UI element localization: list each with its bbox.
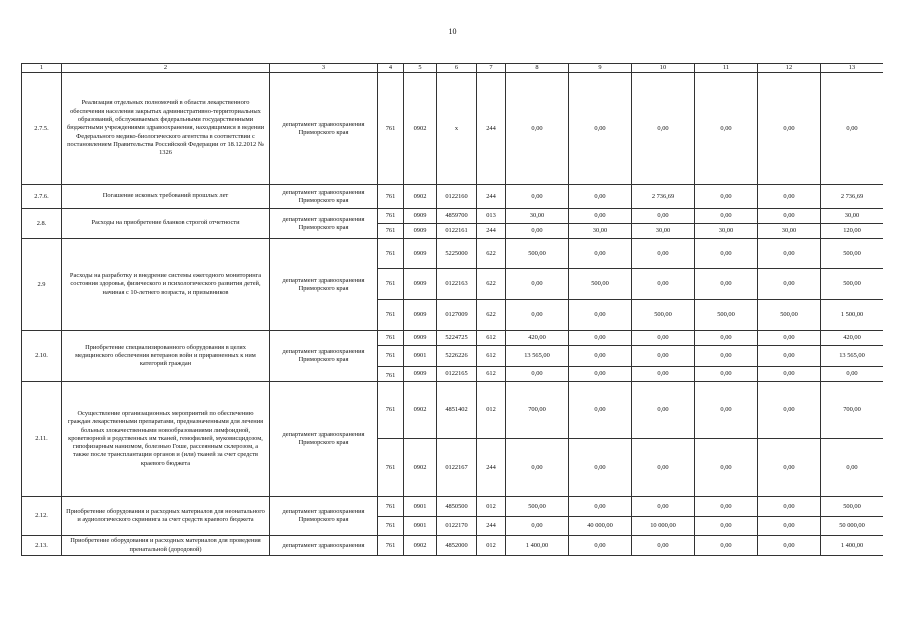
column-number: 5 [404, 64, 437, 73]
table-cell: 0,00 [632, 239, 695, 269]
table-cell: 13 565,00 [506, 346, 569, 367]
table-cell: 1 400,00 [821, 536, 884, 556]
table-cell: 0902 [404, 439, 437, 497]
table-cell: 0,00 [758, 73, 821, 185]
table-cell: 0,00 [758, 367, 821, 382]
table-cell: департамент здравоохранения Приморского края [270, 209, 378, 239]
table-cell: Погашение исковых требований прошлых лет [62, 185, 270, 209]
table-cell: 761 [378, 269, 404, 300]
table-cell: 0,00 [506, 439, 569, 497]
table-cell: 0901 [404, 346, 437, 367]
table-cell: 244 [477, 73, 506, 185]
table-cell: департамент здравоохранения Приморского края [270, 185, 378, 209]
table-cell: 0,00 [695, 367, 758, 382]
table-row [22, 239, 884, 269]
table-cell: 0909 [404, 224, 437, 239]
table-cell: 2 736,69 [632, 185, 695, 209]
column-number-row [22, 64, 884, 73]
table-cell: 0,00 [569, 367, 632, 382]
table-cell: 0,00 [569, 185, 632, 209]
column-number: 1 [22, 64, 62, 73]
table-row [22, 536, 884, 556]
table-row [22, 497, 884, 517]
table-cell: 761 [378, 536, 404, 556]
table-cell: 13 565,00 [821, 346, 884, 367]
table-cell: 1 400,00 [506, 536, 569, 556]
table-cell: 761 [378, 439, 404, 497]
table-row [22, 382, 884, 439]
table-cell: 0,00 [569, 382, 632, 439]
table-cell: 30,00 [569, 224, 632, 239]
table-row [22, 185, 884, 209]
table-cell: 2.12. [22, 497, 62, 536]
table-cell: 0,00 [758, 536, 821, 556]
table-cell: 420,00 [821, 331, 884, 346]
page-number: 10 [448, 27, 457, 36]
column-number: 2 [62, 64, 270, 73]
table-cell: департамент здравоохранения Приморского края [270, 497, 378, 536]
table-cell: 0,00 [695, 331, 758, 346]
table-cell: 761 [378, 224, 404, 239]
table-cell: 30,00 [695, 224, 758, 239]
table-cell: 0122161 [437, 224, 477, 239]
table-cell: 0901 [404, 517, 437, 536]
table-cell: 0,00 [506, 185, 569, 209]
table-cell: 0902 [404, 185, 437, 209]
table-cell: 0,00 [506, 300, 569, 331]
table-cell: 500,00 [506, 497, 569, 517]
table-cell: 10 000,00 [632, 517, 695, 536]
table-cell: 40 000,00 [569, 517, 632, 536]
table-cell: департамент здравоохранения Приморского края [270, 331, 378, 382]
table-cell: 500,00 [758, 300, 821, 331]
table-cell: 0,00 [569, 497, 632, 517]
table-cell: 0,00 [632, 497, 695, 517]
table-cell: 30,00 [821, 209, 884, 224]
table-cell: 700,00 [506, 382, 569, 439]
table-cell: 0,00 [506, 517, 569, 536]
table-cell: 30,00 [758, 224, 821, 239]
table-cell: 0909 [404, 367, 437, 382]
table-cell: 622 [477, 300, 506, 331]
table-cell: 761 [378, 517, 404, 536]
table-cell: 0,00 [569, 239, 632, 269]
table-cell: 420,00 [506, 331, 569, 346]
table-cell: 0909 [404, 269, 437, 300]
table-cell: 0,00 [695, 239, 758, 269]
table-cell: департамент здравоохранения Приморского края [270, 239, 378, 331]
table-cell: Приобретение оборудования и расходных материалов для неонатального и аудиологического скрининга за счет средств краевого бюджета [62, 497, 270, 536]
table-cell: 0,00 [821, 73, 884, 185]
table-cell: Расходы на разработку и внедрение системы ежегодного мониторинга состояния здоровья, физического и психологического развития детей, начиная с 10-летнего возраста, и призывников [62, 239, 270, 331]
table-cell: 0,00 [632, 331, 695, 346]
table-cell: 4852000 [437, 536, 477, 556]
table-cell: 2.11. [22, 382, 62, 497]
table-cell: 0,00 [695, 517, 758, 536]
table-cell: 0,00 [569, 331, 632, 346]
table-cell: 0,00 [632, 367, 695, 382]
table-cell: 500,00 [632, 300, 695, 331]
table-cell: 2.13. [22, 536, 62, 556]
table-cell: 012 [477, 497, 506, 517]
table-cell: 0,00 [695, 497, 758, 517]
table-cell: 0,00 [569, 209, 632, 224]
table-cell: департамент здравоохранения Приморского края [270, 73, 378, 185]
table-cell: 0,00 [506, 73, 569, 185]
table-cell: 500,00 [695, 300, 758, 331]
table-cell: 5226226 [437, 346, 477, 367]
table-cell: 761 [378, 300, 404, 331]
column-number: 13 [821, 64, 884, 73]
table-cell: 0,00 [695, 185, 758, 209]
table-cell: 500,00 [821, 239, 884, 269]
table-cell: 2.7.6. [22, 185, 62, 209]
table-cell: 0909 [404, 239, 437, 269]
table-cell: 0,00 [758, 439, 821, 497]
table-cell: Осуществление организационных мероприятий по обеспечению граждан лекарственными препаратами, предназначенными для лечения больных злокачественными новообразованиями лимфоидной, кроветворной и родственных им тканей, гемофилией, муковисцидозом, гипофизарным нанизмом, болезнью Гоше, рассеянным склерозом, а также после трансплантации органов и (или) тканей за счет средств краевого бюджета [62, 382, 270, 497]
table-cell: 761 [378, 73, 404, 185]
table-cell: 0,00 [569, 346, 632, 367]
table-cell: 5225000 [437, 239, 477, 269]
table-cell: 0,00 [758, 331, 821, 346]
table-cell: 700,00 [821, 382, 884, 439]
table-row [22, 331, 884, 346]
table-cell: 0,00 [695, 382, 758, 439]
table-cell: 0902 [404, 536, 437, 556]
table-cell: 244 [477, 185, 506, 209]
table-cell: 4851402 [437, 382, 477, 439]
table-cell: 0,00 [758, 497, 821, 517]
table-cell: 0,00 [569, 300, 632, 331]
table-cell: 500,00 [569, 269, 632, 300]
table-row [22, 209, 884, 224]
table-cell: 244 [477, 517, 506, 536]
table-cell: 012 [477, 382, 506, 439]
table-cell: 4850500 [437, 497, 477, 517]
table-cell: 0,00 [695, 269, 758, 300]
table-cell: 0,00 [758, 269, 821, 300]
table-cell: 761 [378, 382, 404, 439]
table-cell: 0,00 [569, 439, 632, 497]
table-cell: 0,00 [695, 536, 758, 556]
table-cell: Приобретение оборудования и расходных материалов для проведения пренатальной (дородовой) [62, 536, 270, 556]
table-cell: 0,00 [632, 73, 695, 185]
table-cell: 0,00 [758, 185, 821, 209]
column-number: 10 [632, 64, 695, 73]
table-cell: 50 000,00 [821, 517, 884, 536]
column-number: 7 [477, 64, 506, 73]
table-cell: 0122165 [437, 367, 477, 382]
table-cell: 761 [378, 209, 404, 224]
column-number: 11 [695, 64, 758, 73]
column-number: 12 [758, 64, 821, 73]
table-cell: 0,00 [632, 346, 695, 367]
table-cell: 244 [477, 224, 506, 239]
table-cell: 0,00 [758, 382, 821, 439]
column-number: 4 [378, 64, 404, 73]
table-cell: 761 [378, 331, 404, 346]
table-cell: 0902 [404, 73, 437, 185]
table-cell: 0,00 [821, 367, 884, 382]
table-cell: 2.9 [22, 239, 62, 331]
table-cell: х [437, 73, 477, 185]
table-cell: 612 [477, 367, 506, 382]
column-number: 3 [270, 64, 378, 73]
table-cell: 500,00 [821, 497, 884, 517]
table-cell: 0,00 [569, 73, 632, 185]
table-cell: 0902 [404, 382, 437, 439]
table-cell: 0,00 [695, 439, 758, 497]
table-cell: 5224725 [437, 331, 477, 346]
table-cell: 0,00 [695, 346, 758, 367]
budget-table-container [21, 63, 883, 578]
table-cell: 0,00 [758, 346, 821, 367]
table-cell: 612 [477, 331, 506, 346]
table-cell: 0,00 [569, 536, 632, 556]
table-cell: 30,00 [506, 209, 569, 224]
table-cell: 0909 [404, 331, 437, 346]
table-cell: 0,00 [758, 517, 821, 536]
table-cell: 013 [477, 209, 506, 224]
table-cell: 0122163 [437, 269, 477, 300]
table-cell: 761 [378, 346, 404, 367]
table-cell: 0127009 [437, 300, 477, 331]
table-cell: 0,00 [821, 439, 884, 497]
table-cell: 2.7.5. [22, 73, 62, 185]
column-number: 8 [506, 64, 569, 73]
table-cell: 0,00 [506, 367, 569, 382]
table-cell: 0,00 [758, 209, 821, 224]
table-cell: Приобретение специализированного оборудования в целях медицинского обеспечения ветеранов войн и приравненных к ним категорий граждан [62, 331, 270, 382]
table-cell: 2.10. [22, 331, 62, 382]
table-cell: 0,00 [758, 239, 821, 269]
table-cell: 012 [477, 536, 506, 556]
table-cell: 761 [378, 239, 404, 269]
table-cell: 0,00 [632, 439, 695, 497]
table-cell: 612 [477, 346, 506, 367]
table-cell: 0901 [404, 497, 437, 517]
table-cell: 0122170 [437, 517, 477, 536]
table-cell: 244 [477, 439, 506, 497]
table-cell: 4859700 [437, 209, 477, 224]
table-body [22, 64, 884, 556]
budget-table [21, 63, 883, 556]
table-cell: 500,00 [821, 269, 884, 300]
table-cell: 622 [477, 269, 506, 300]
column-number: 9 [569, 64, 632, 73]
column-number: 6 [437, 64, 477, 73]
table-cell: департамент здравоохранения Приморского края [270, 382, 378, 497]
table-cell: 0909 [404, 300, 437, 331]
table-cell: 30,00 [632, 224, 695, 239]
table-cell: 0,00 [695, 209, 758, 224]
table-cell: Расходы на приобретение бланков строгой отчетности [62, 209, 270, 239]
table-cell: 0,00 [506, 269, 569, 300]
table-cell: 0,00 [632, 209, 695, 224]
table-row [22, 73, 884, 185]
table-cell: 2 736,69 [821, 185, 884, 209]
table-cell: 761 [378, 185, 404, 209]
table-cell: Реализация отдельных полномочий в области лекарственного обеспечения населения закрытых административно-территориальных образований, обслуживаемых федеральными государственными бюджетными учреждениями здравоохранения, находящимися в ведении Федерального медико-биологического агентства в соответствии с постановлением Правительства Российской Федерации от 18.12.2012 № 1326 [62, 73, 270, 185]
table-cell: департамент здравоохранения [270, 536, 378, 556]
table-cell: 0,00 [632, 536, 695, 556]
table-cell: 0,00 [695, 73, 758, 185]
table-cell: 0122160 [437, 185, 477, 209]
table-cell: 0,00 [632, 269, 695, 300]
table-cell: 0909 [404, 209, 437, 224]
table-cell: 761 [378, 367, 404, 382]
table-cell: 761 [378, 497, 404, 517]
table-cell: 622 [477, 239, 506, 269]
table-cell: 0122167 [437, 439, 477, 497]
table-cell: 0,00 [506, 224, 569, 239]
table-cell: 1 500,00 [821, 300, 884, 331]
table-cell: 0,00 [632, 382, 695, 439]
table-cell: 120,00 [821, 224, 884, 239]
table-cell: 2.8. [22, 209, 62, 239]
table-cell: 500,00 [506, 239, 569, 269]
